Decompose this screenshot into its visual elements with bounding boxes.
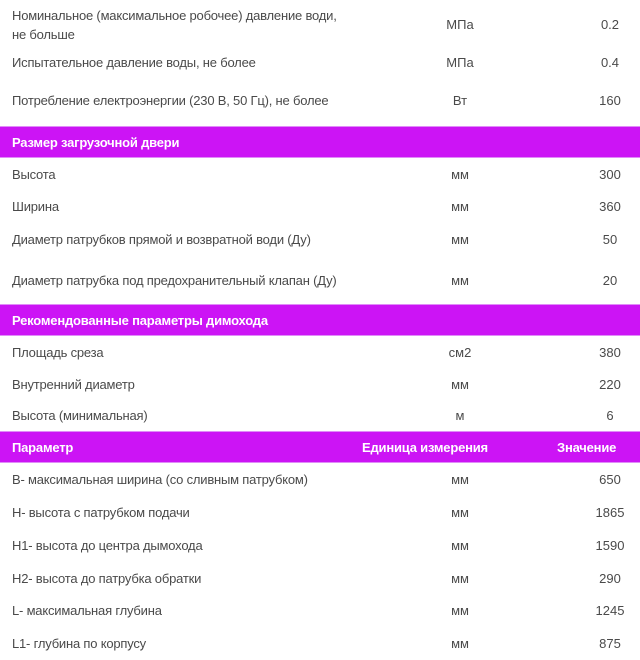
value-cell: 1590	[595, 538, 625, 553]
param-cell: Площадь среза	[12, 344, 104, 360]
unit-cell: см2	[448, 344, 472, 360]
param-cell: Потребление електроэнергии (230 В, 50 Гц), не более	[12, 93, 329, 108]
value-cell: 360	[599, 198, 621, 214]
value-cell: 875	[599, 636, 621, 651]
value-cell: 1865	[595, 505, 625, 520]
unit-cell: МПа	[446, 17, 474, 32]
table-row	[0, 529, 640, 562]
table-row	[0, 594, 640, 627]
section-header-chimney	[0, 304, 640, 336]
table-row	[0, 257, 640, 304]
value-cell: 50	[602, 232, 618, 247]
table-row	[0, 75, 640, 126]
unit-cell: мм	[451, 376, 469, 392]
param-cell: B- максимальная ширина (со сливным патрубком)	[12, 472, 308, 487]
section-title: Рекомендованные параметры димохода	[12, 312, 268, 328]
value-cell: 0.2	[600, 17, 620, 32]
unit-cell: мм	[451, 273, 469, 288]
table-row	[0, 336, 640, 368]
table-row	[0, 400, 640, 431]
param-cell: Диаметр патрубка под предохранительный клапан (Ду)	[12, 273, 337, 288]
param-cell: Высота	[12, 166, 56, 182]
unit-cell: мм	[451, 570, 469, 586]
table-row	[0, 627, 640, 660]
value-cell: 20	[602, 273, 618, 288]
unit-cell: мм	[451, 232, 469, 247]
param-cell: Номинальное (максимальное робочее) давление води, не больше	[12, 7, 337, 42]
value-cell: 300	[599, 166, 621, 182]
value-cell: 1245	[595, 603, 625, 618]
value-cell: 650	[599, 472, 621, 487]
unit-cell: Вт	[452, 93, 468, 108]
param-cell: Ширина	[12, 198, 59, 214]
param-cell: H- высота с патрубком подачи	[12, 505, 190, 520]
section-title: Размер загрузочной двери	[12, 134, 180, 150]
table-row	[0, 463, 640, 496]
column-header-unit: Единица измерения	[362, 439, 488, 455]
table-row	[0, 368, 640, 400]
param-cell: H1- высота до центра дымохода	[12, 538, 203, 553]
table-row	[0, 0, 640, 49]
unit-cell: мм	[451, 538, 469, 553]
unit-cell: м	[455, 408, 465, 423]
value-cell: 0.4	[600, 54, 620, 70]
value-cell: 380	[599, 344, 621, 360]
value-cell: 220	[599, 376, 621, 392]
table-row	[0, 222, 640, 257]
section-header-door-size	[0, 126, 640, 158]
unit-cell: мм	[451, 472, 469, 487]
table-row	[0, 190, 640, 222]
unit-cell: мм	[451, 505, 469, 520]
table-row	[0, 158, 640, 190]
table-row	[0, 562, 640, 594]
unit-cell: МПа	[446, 54, 474, 70]
param-cell: L- максимальная глубина	[12, 603, 162, 618]
param-cell: Диаметр патрубков прямой и возвратной води (Ду)	[12, 232, 311, 247]
unit-cell: мм	[451, 166, 469, 182]
unit-cell: мм	[451, 198, 469, 214]
table-row	[0, 49, 640, 75]
unit-cell: мм	[451, 636, 469, 651]
unit-cell: мм	[451, 603, 469, 618]
column-header-param: Параметр	[12, 439, 74, 455]
value-cell: 290	[599, 570, 621, 586]
param-cell: H2- высота до патрубка обратки	[12, 570, 202, 586]
param-cell: Внутренний диаметр	[12, 376, 135, 392]
column-header-row	[0, 431, 640, 463]
value-cell: 160	[599, 93, 621, 108]
param-cell: Высота (минимальная)	[12, 408, 148, 423]
param-cell: Испытательное давление воды, не более	[12, 54, 256, 70]
table-row	[0, 496, 640, 529]
param-cell: L1- глубина по корпусу	[12, 636, 146, 651]
value-cell: 6	[606, 408, 614, 423]
column-header-value: Значение	[557, 439, 617, 455]
